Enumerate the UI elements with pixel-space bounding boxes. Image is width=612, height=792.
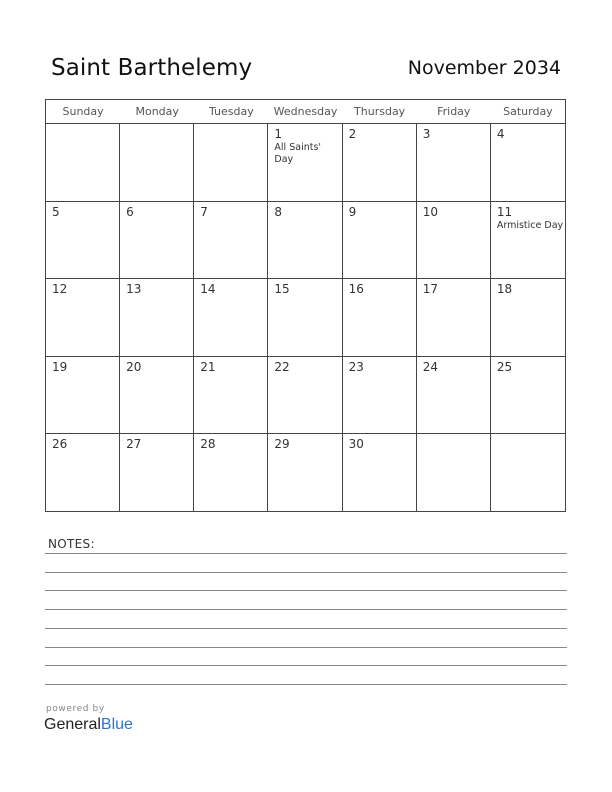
day-number: 22 — [274, 359, 290, 374]
day-number: 5 — [52, 204, 60, 219]
day-cell — [491, 357, 565, 434]
day-number: 13 — [126, 282, 142, 297]
calendar-weeks — [46, 124, 565, 512]
day-cell — [343, 279, 417, 356]
calendar-grid — [45, 99, 566, 512]
day-cell — [268, 279, 342, 356]
day-number: 20 — [126, 359, 142, 374]
day-cell — [46, 434, 120, 512]
day-number: 15 — [274, 282, 290, 297]
holiday-label: Armistice Day — [496, 219, 564, 231]
day-number: 3 — [422, 127, 431, 141]
day-cell — [417, 202, 491, 279]
note-line — [45, 628, 567, 629]
day-number: 12 — [52, 282, 68, 297]
day-number: 23 — [348, 359, 364, 374]
note-line — [45, 684, 567, 685]
day-cell — [417, 434, 491, 512]
day-cell — [120, 434, 194, 512]
day-cell — [268, 357, 342, 434]
day-cell — [194, 124, 268, 201]
powered-by-text: powered by — [46, 704, 105, 714]
week-row — [46, 124, 565, 202]
month-year-title: November 2034 — [407, 57, 561, 79]
weekday-saturday: Saturday — [503, 105, 553, 118]
day-cell — [491, 202, 565, 279]
day-number: 6 — [126, 204, 134, 219]
weekday-friday: Friday — [437, 105, 471, 118]
day-cell — [417, 279, 491, 356]
day-number: 25 — [496, 359, 513, 374]
day-cell — [343, 124, 417, 201]
day-number: 17 — [422, 282, 438, 297]
day-number: 24 — [422, 359, 438, 374]
day-number: 30 — [348, 437, 364, 452]
day-cell — [194, 434, 268, 512]
day-number: 26 — [52, 437, 68, 452]
day-cell — [120, 124, 194, 201]
day-number: 28 — [200, 437, 216, 452]
day-number: 8 — [274, 204, 283, 219]
brand-general-text: General — [44, 716, 101, 733]
note-line — [45, 647, 567, 648]
day-number: 14 — [200, 282, 216, 297]
note-line — [45, 665, 567, 666]
day-cell — [491, 434, 565, 512]
day-cell — [46, 202, 120, 279]
day-cell — [46, 279, 120, 356]
day-cell — [194, 279, 268, 356]
day-number: 7 — [200, 204, 208, 219]
day-cell — [46, 124, 120, 201]
day-cell — [120, 357, 194, 434]
day-number: 27 — [126, 437, 142, 452]
day-cell — [268, 434, 342, 512]
day-cell — [417, 357, 491, 434]
day-number: 1 — [274, 127, 283, 141]
day-number: 21 — [200, 359, 216, 374]
day-cell — [268, 202, 342, 279]
weekday-tuesday: Tuesday — [208, 105, 254, 118]
day-cell — [343, 202, 417, 279]
day-number: 4 — [496, 127, 505, 141]
brand-blue-text: Blue — [100, 716, 133, 733]
weekday-sunday: Sunday — [62, 105, 104, 118]
day-cell — [120, 202, 194, 279]
note-line — [45, 590, 567, 591]
weekday-thursday: Thursday — [354, 105, 406, 118]
note-line — [45, 553, 567, 554]
day-cell — [194, 202, 268, 279]
holiday-label: All Saints' Day — [274, 142, 322, 165]
day-number: 2 — [348, 127, 357, 141]
day-number: 19 — [52, 359, 68, 374]
day-cell — [194, 357, 268, 434]
country-title: Saint Barthelemy — [51, 55, 253, 81]
day-number: 18 — [496, 282, 513, 297]
day-number: 16 — [348, 282, 364, 297]
day-cell — [491, 279, 565, 356]
day-cell — [343, 357, 417, 434]
day-cell — [417, 124, 491, 201]
day-cell — [46, 357, 120, 434]
day-cell — [268, 124, 342, 201]
day-cell — [491, 124, 565, 201]
day-number: 11 — [496, 204, 513, 219]
week-row — [46, 202, 565, 280]
day-number: 29 — [274, 437, 290, 452]
day-number: 10 — [422, 204, 438, 219]
day-number: 9 — [348, 204, 357, 219]
generalblue-logo — [44, 716, 133, 734]
note-line — [45, 572, 567, 573]
note-line — [45, 609, 567, 610]
week-row — [46, 434, 565, 512]
week-row — [46, 357, 565, 435]
week-row — [46, 279, 565, 357]
day-cell — [343, 434, 417, 512]
weekday-wednesday: Wednesday — [273, 105, 338, 118]
notes-label: NOTES: — [48, 537, 95, 551]
weekday-header-row — [46, 100, 565, 124]
day-cell — [120, 279, 194, 356]
weekday-monday: Monday — [135, 105, 179, 118]
